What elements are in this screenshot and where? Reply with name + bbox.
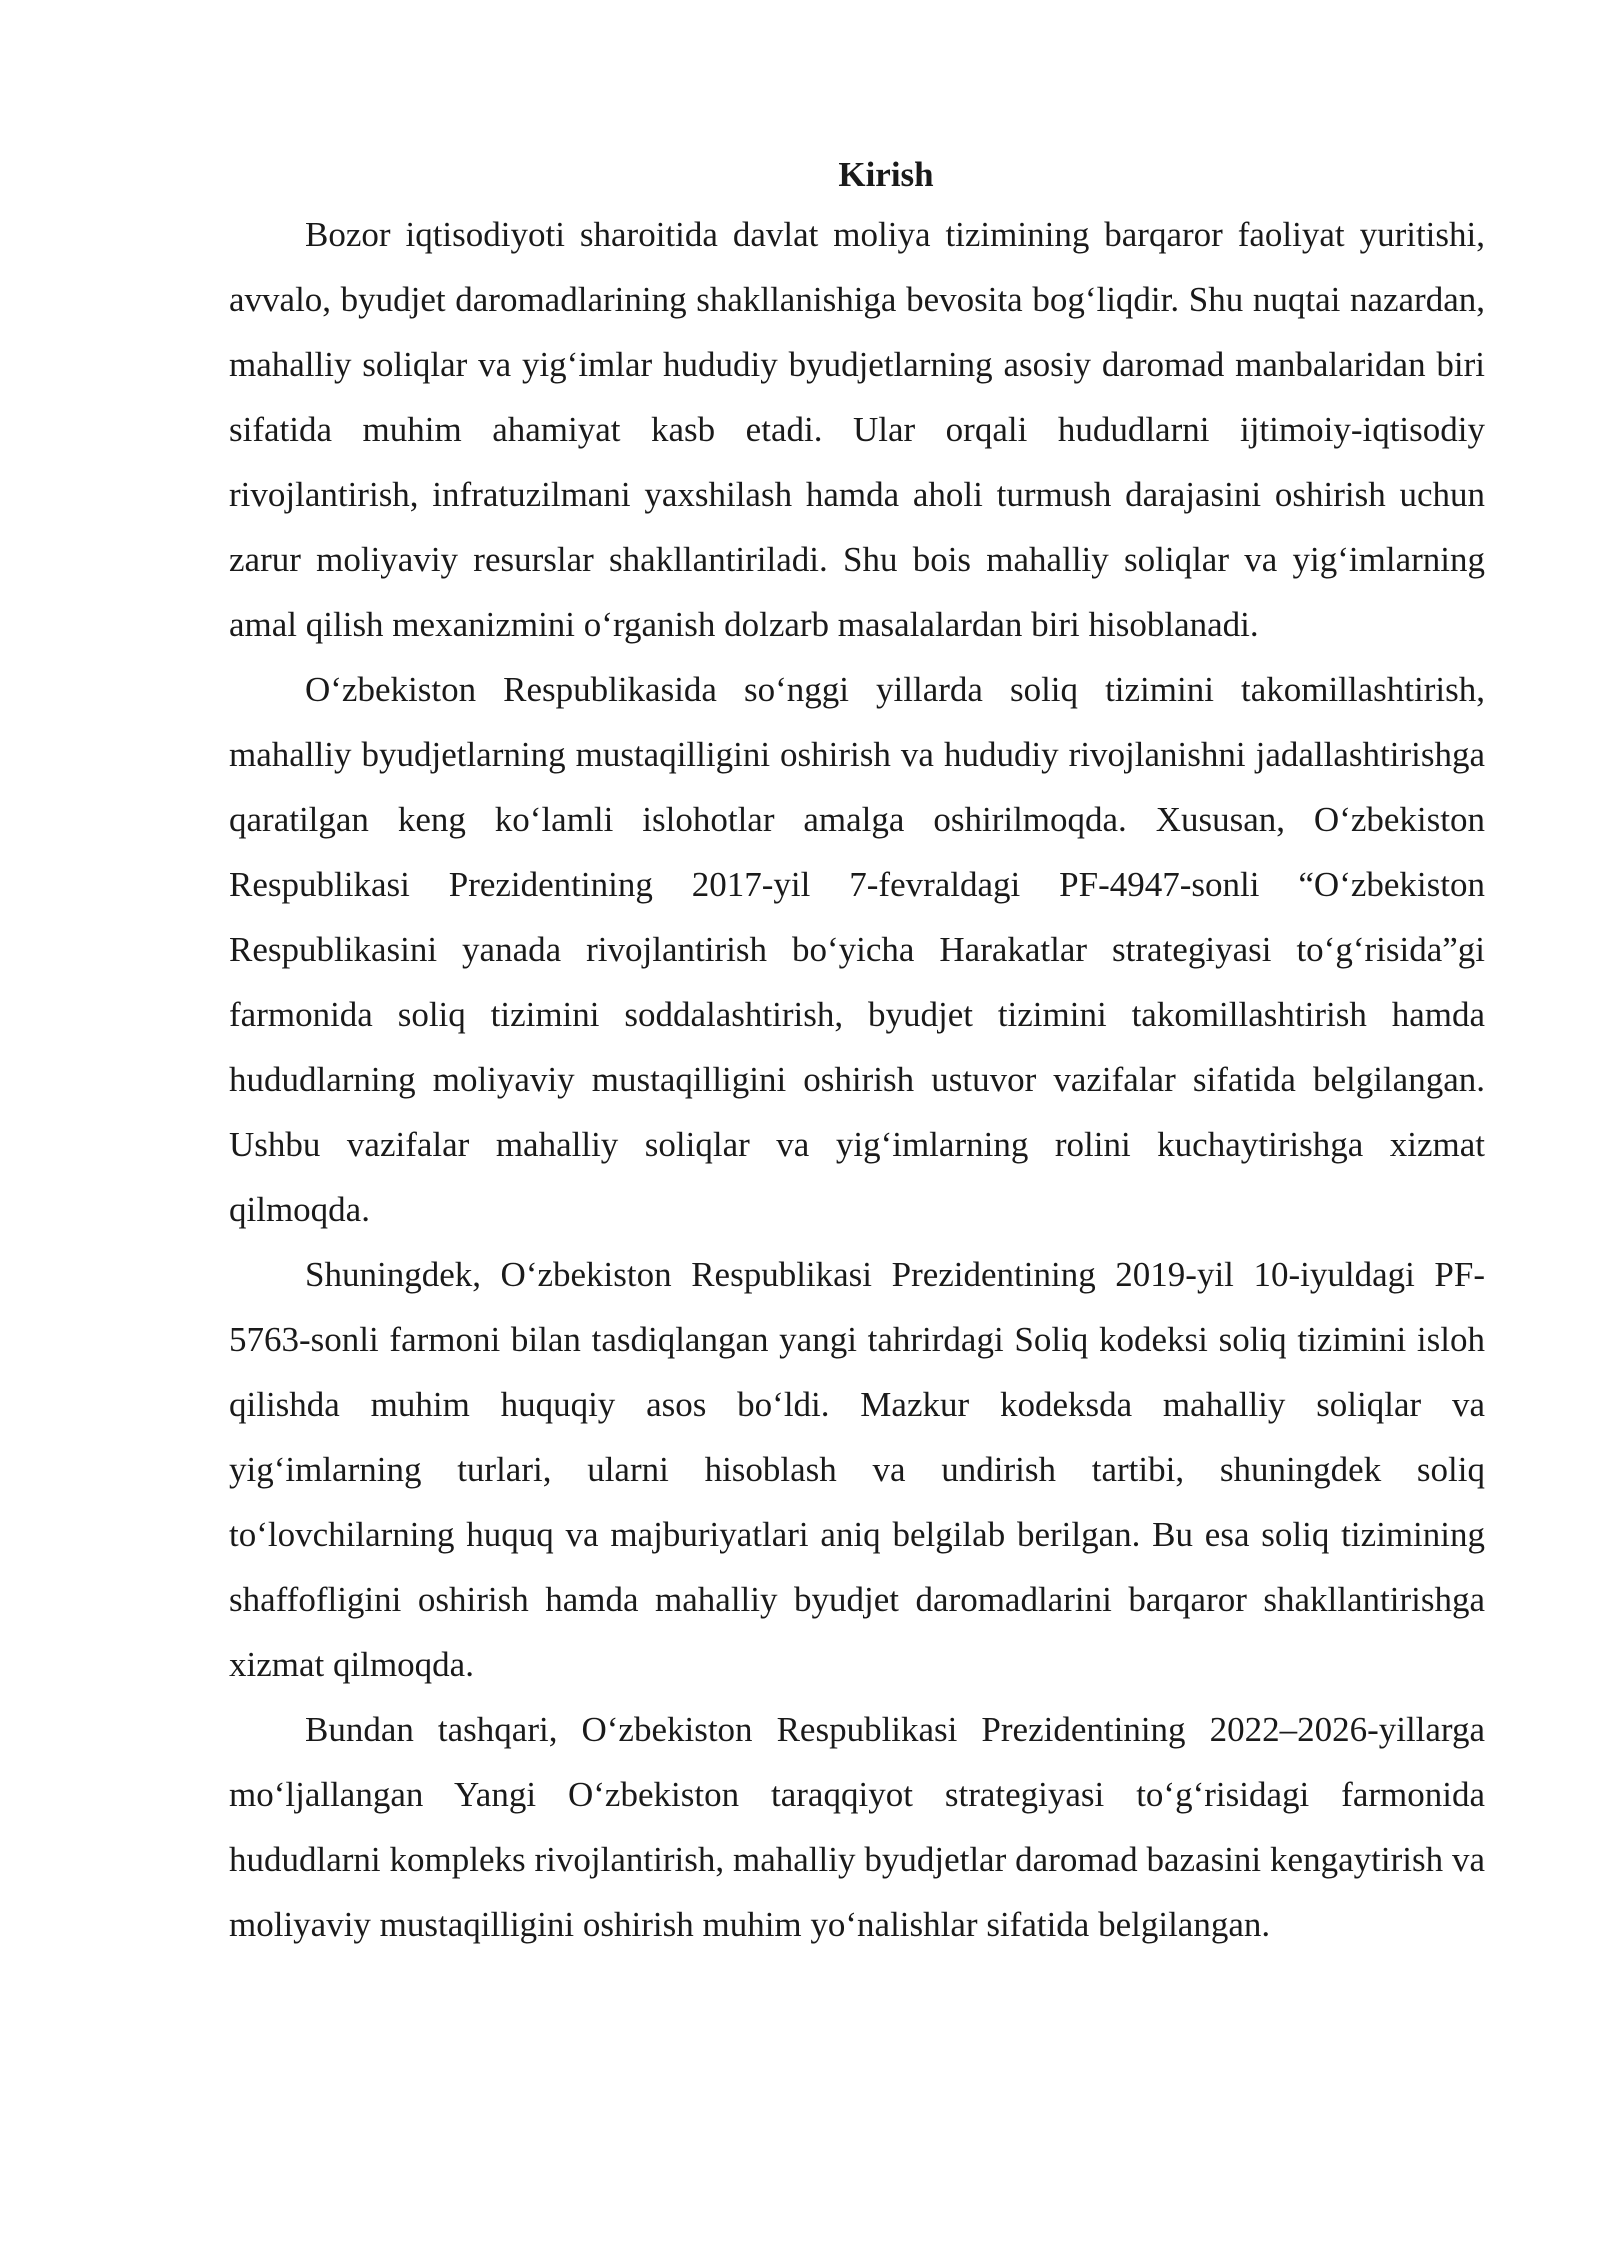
paragraph: Shuningdek, O‘zbekiston Respublikasi Prezidentining 2019-yil 10-iyuldagi PF-5763-sonli farmoni bilan tasdiqlangan yangi tahrirdagi Soliq kodeksi soliq tizimini isloh qilishda muhim huquqiy asos bo‘ldi. Mazkur kodeksda mahalliy soliqlar va yig‘imlarning turlari, ularni hisoblash va undirish tartibi, shuningdek soliq to‘lovchilarning huquq va majburiyatlari aniq belgilab berilgan. Bu esa soliq tizimining shaffofligini oshirish hamda mahalliy byudjet daromadlarini barqaror shakllantirishga xizmat qilmoqda.	[229, 1255, 1485, 1684]
paragraph: Bozor iqtisodiyoti sharoitida davlat moliya tizimining barqaror faoliyat yuritishi, avvalo, byudjet daromadlarining shakllanishiga bevosita bog‘liqdir. Shu nuqtai nazardan, mahalliy soliqlar va yig‘imlar hududiy byudjetlarning asosiy daromad manbalaridan biri sifatida muhim ahamiyat kasb etadi. Ular orqali hududlarni ijtimoiy-iqtisodiy rivojlantirish, infratuzilmani yaxshilash hamda aholi turmush darajasini oshirish uchun zarur moliyaviy resurslar shakllantiriladi. Shu bois mahalliy soliqlar va yig‘imlarning amal qilish mexanizmini o‘rganish dolzarb masalalardan biri hisoblanadi.	[229, 215, 1485, 644]
paragraph: Bundan tashqari, O‘zbekiston Respublikasi Prezidentining 2022–2026-yillarga mo‘ljallangan Yangi O‘zbekiston taraqqiyot strategiyasi to‘g‘risidagi farmonida hududlarni kompleks rivojlantirish, mahalliy byudjetlar daromad bazasini kengaytirish va moliyaviy mustaqilligini oshirish muhim yo‘nalishlar sifatida belgilangan.	[229, 1710, 1485, 1944]
document-body	[229, 148, 1485, 1957]
section-heading: Kirish	[838, 155, 934, 194]
paragraph: O‘zbekiston Respublikasida so‘nggi yillarda soliq tizimini takomillashtirish, mahalliy byudjetlarning mustaqilligini oshirish va hududiy rivojlanishni jadallashtirishga qaratilgan keng ko‘lamli islohotlar amalga oshirilmoqda. Xususan, O‘zbekiston Respublikasi Prezidentining 2017-yil 7-fevraldagi PF-4947-sonli “O‘zbekiston Respublikasini yanada rivojlantirish bo‘yicha Harakatlar strategiyasi to‘g‘risida”gi farmonida soliq tizimini soddalashtirish, byudjet tizimini takomillashtirish hamda hududlarning moliyaviy mustaqilligini oshirish ustuvor vazifalar sifatida belgilangan. Ushbu vazifalar mahalliy soliqlar va yig‘imlarning rolini kuchaytirishga xizmat qilmoqda.	[229, 670, 1485, 1229]
